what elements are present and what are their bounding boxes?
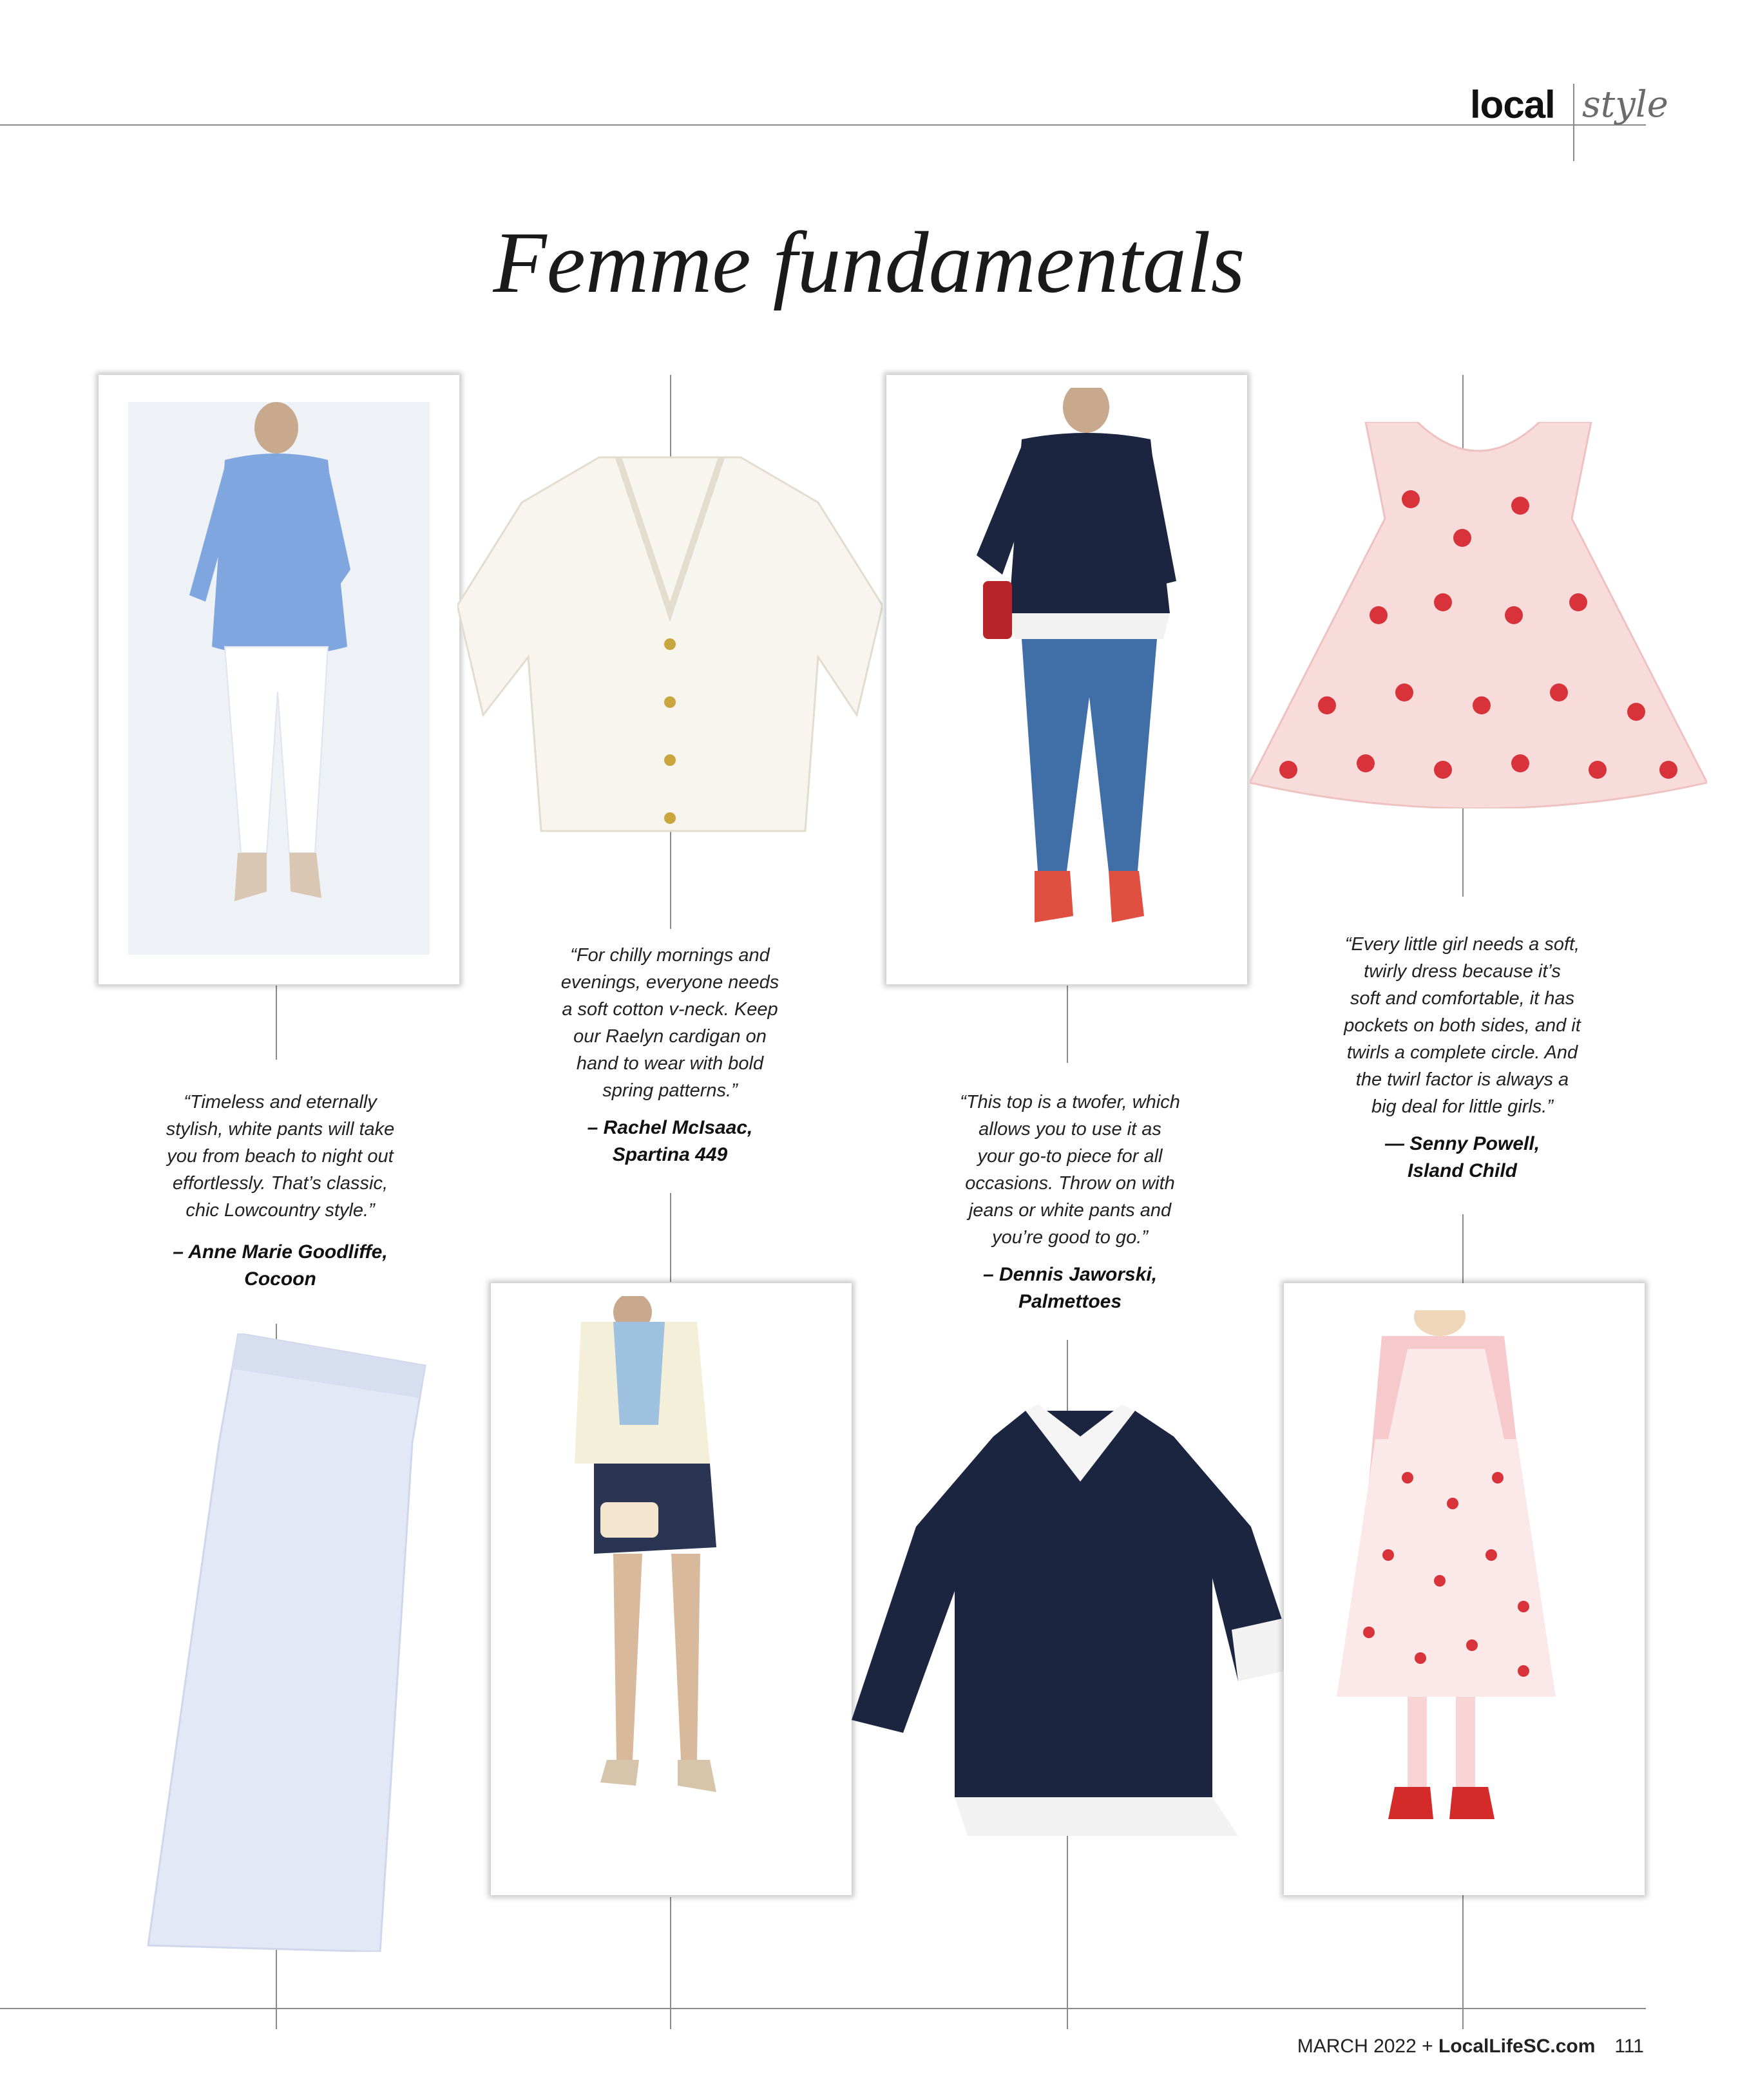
quote-line: our Raelyn cardigan on	[573, 1026, 767, 1047]
quote-line: “For chilly mornings and	[570, 945, 770, 966]
blue-shirt-outfit-illustration	[128, 402, 430, 955]
page-title: Femme fundamentals	[493, 215, 1245, 311]
cardigan-illustration	[457, 444, 883, 850]
attribution-store: Cocoon	[244, 1268, 316, 1290]
photo-card-blue-shirt	[99, 375, 459, 984]
quote-palmettoes	[912, 1089, 1228, 1251]
cream-cardigan-image	[457, 444, 883, 850]
quote-line: twirly dress because it’s	[1364, 961, 1561, 982]
quote-line: your go-to piece for all	[977, 1146, 1163, 1167]
quote-spartina	[515, 942, 825, 1104]
attribution-store: Island Child	[1407, 1160, 1517, 1181]
quote-line: hand to wear with bold	[576, 1053, 764, 1074]
photo-card-cardigan-skirt	[491, 1283, 852, 1895]
model-photo-navy-sweater	[899, 388, 1234, 968]
attribution-author: – Dennis Jaworski,	[982, 1264, 1158, 1285]
header-rule	[0, 124, 1646, 126]
quote-line: stylish, white pants will take	[166, 1119, 395, 1140]
quote-line: evenings, everyone needs	[560, 972, 779, 993]
issue-date: MARCH 2022 +	[1297, 2036, 1438, 2057]
quote-line: spring patterns.”	[602, 1080, 738, 1101]
guide-line	[670, 1193, 671, 1282]
quote-line: chic Lowcountry style.”	[186, 1200, 375, 1221]
section-label: style	[1582, 84, 1668, 126]
quote-line: the twirl factor is always a	[1355, 1069, 1569, 1090]
white-pants-image	[135, 1333, 432, 1952]
quote-line: “Every little girl needs a soft,	[1344, 934, 1580, 955]
guide-line	[670, 1897, 671, 2029]
brand-logo: local	[1470, 83, 1555, 126]
pants-illustration	[135, 1333, 432, 1952]
guide-line	[276, 986, 277, 1060]
cherry-dress-image	[1250, 422, 1707, 808]
quote-line: you from beach to night out	[167, 1146, 394, 1167]
quote-line: occasions. Throw on with	[965, 1173, 1175, 1194]
attribution-author: – Rachel McIsaac,	[587, 1117, 753, 1138]
attribution-island-child	[1298, 1131, 1627, 1185]
quote-line: a soft cotton v-neck. Keep	[562, 999, 778, 1020]
guide-line	[1067, 986, 1068, 1063]
quote-island-child	[1298, 931, 1627, 1120]
model-photo-girl-dress	[1311, 1310, 1619, 1866]
quote-line: effortlessly. That’s classic,	[172, 1173, 388, 1194]
photo-card-girl-dress	[1284, 1283, 1645, 1895]
quote-line: allows you to use it as	[979, 1119, 1161, 1140]
attribution-spartina	[515, 1114, 825, 1169]
page-number: 111	[1614, 2036, 1644, 2057]
brand-divider	[1573, 84, 1574, 161]
quote-line: twirls a complete circle. And	[1346, 1042, 1578, 1063]
model-photo-blue-shirt	[128, 402, 430, 955]
navy-sweater-outfit-illustration	[899, 388, 1234, 968]
footer-rule	[0, 2008, 1646, 2009]
website-link[interactable]: LocalLifeSC.com	[1438, 2036, 1596, 2057]
quote-cocoon	[122, 1089, 438, 1224]
model-photo-cardigan-skirt	[504, 1296, 839, 1882]
quote-line: pockets on both sides, and it	[1344, 1015, 1581, 1036]
quote-line: “Timeless and eternally	[184, 1092, 377, 1112]
sweater-illustration	[852, 1398, 1290, 1836]
dress-illustration	[1250, 422, 1707, 808]
quote-line: “This top is a twofer, which	[960, 1092, 1180, 1112]
quote-line: you’re good to go.”	[992, 1227, 1148, 1248]
quote-line: big deal for little girls.”	[1371, 1096, 1554, 1117]
attribution-palmettoes	[912, 1261, 1228, 1315]
photo-card-navy-sweater	[886, 375, 1247, 984]
attribution-store: Spartina 449	[612, 1144, 728, 1165]
attribution-author: – Anne Marie Goodliffe,	[173, 1241, 388, 1263]
quote-line: jeans or white pants and	[968, 1200, 1172, 1221]
attribution-store: Palmettoes	[1018, 1291, 1122, 1312]
attribution-cocoon	[122, 1239, 438, 1293]
navy-sweater-image	[852, 1398, 1290, 1836]
girl-dress-outfit-illustration	[1311, 1310, 1619, 1866]
attribution-author: — Senny Powell,	[1384, 1133, 1540, 1154]
quote-line: soft and comfortable, it has	[1350, 988, 1575, 1009]
page-footer	[1297, 2036, 1644, 2057]
cardigan-skirt-outfit-illustration	[504, 1296, 839, 1882]
